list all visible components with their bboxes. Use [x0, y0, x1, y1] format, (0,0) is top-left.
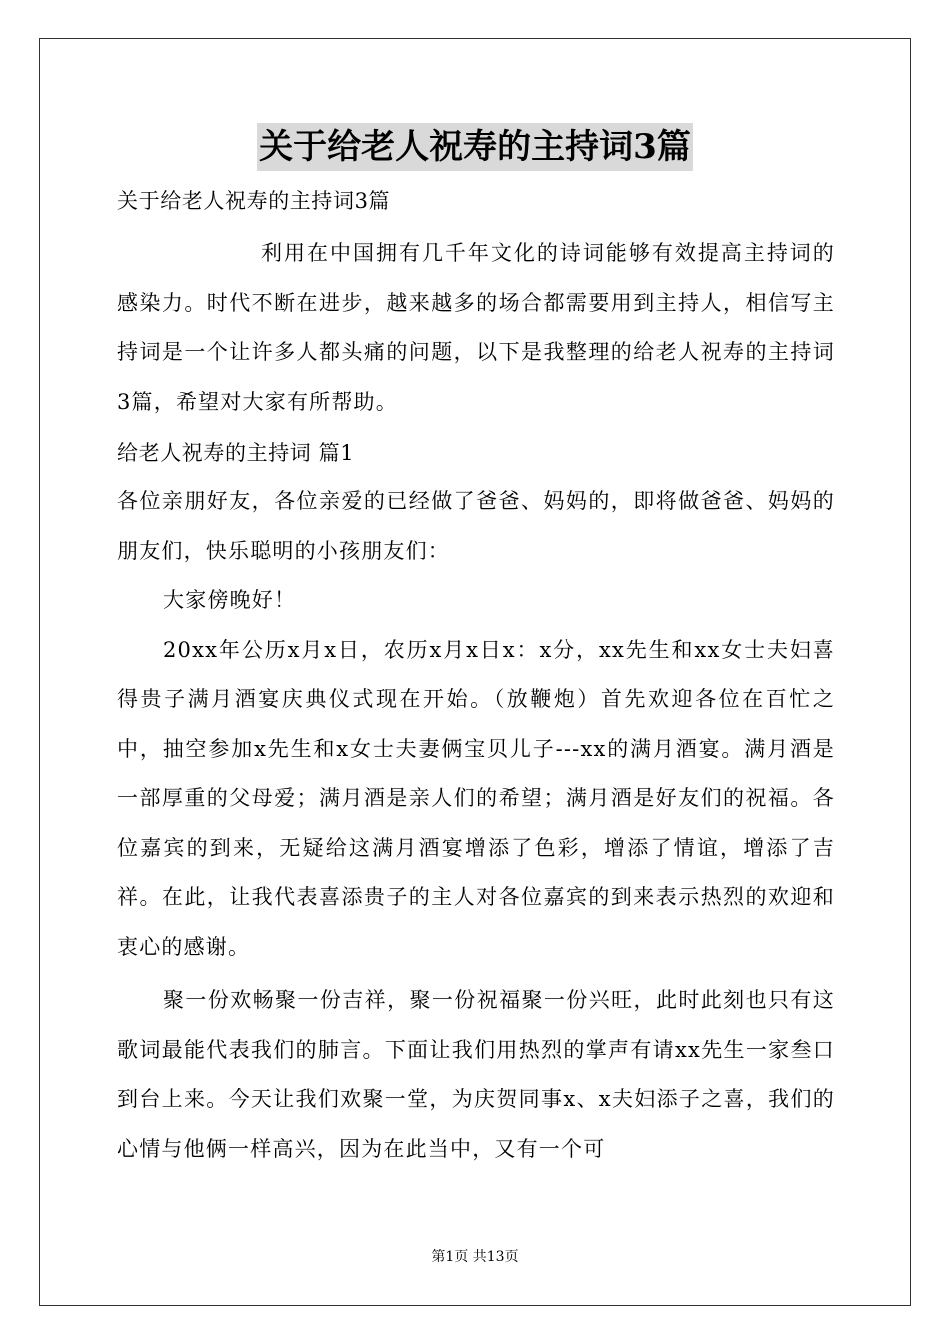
document-body — [117, 177, 835, 1174]
body-paragraph-1: 20xx年公历x月x日，农历x月x日x：x分，xx先生和xx女士夫妇喜得贵子满月酒宴庆典仪式现在开始。（放鞭炮）首先欢迎各位在百忙之中，抽空参加x先生和x女士夫妻俩宝贝儿子---xx的满月酒宴。满月酒是一部厚重的父母爱；满月酒是亲人们的希望；满月酒是好友们的祝福。各位嘉宾的到来，无疑给这满月酒宴增添了色彩，增添了情谊，增添了吉祥。在此，让我代表喜添贵子的主人对各位嘉宾的到来表示热烈的欢迎和衷心的感谢。 — [117, 637, 835, 959]
greeting-paragraph: 各位亲朋好友，各位亲爱的已经做了爸爸、妈妈的，即将做爸爸、妈妈的朋友们，快乐聪明的小孩朋友们： — [117, 489, 835, 563]
evening-greeting: 大家傍晚好！ — [163, 588, 297, 612]
section-heading: 给老人祝寿的主持词 篇1 — [117, 441, 355, 465]
body-paragraph-2: 聚一份欢畅聚一份吉祥，聚一份祝福聚一份兴旺，此时此刻也只有这歌词最能代表我们的肺言。下面让我们用热烈的掌声有请xx先生一家叁口到台上来。今天让我们欢聚一堂，为庆贺同事x、x夫妇添子之喜，我们的心情与他俩一样高兴，因为在此当中，又有一个可 — [117, 988, 835, 1161]
intro-paragraph: 利用在中国拥有几千年文化的诗词能够有效提高主持词的感染力。时代不断在进步，越来越多的场合都需要用到主持人，相信写主持词是一个让许多人都头痛的问题，以下是我整理的给老人祝寿的主持词3篇，希望对大家有所帮助。 — [117, 241, 835, 414]
page-footer: 第1页 共13页 — [431, 1249, 519, 1265]
document-title: 关于给老人祝寿的主持词3篇 — [257, 123, 693, 171]
title-container — [0, 123, 950, 171]
document-subtitle: 关于给老人祝寿的主持词3篇 — [117, 189, 391, 213]
